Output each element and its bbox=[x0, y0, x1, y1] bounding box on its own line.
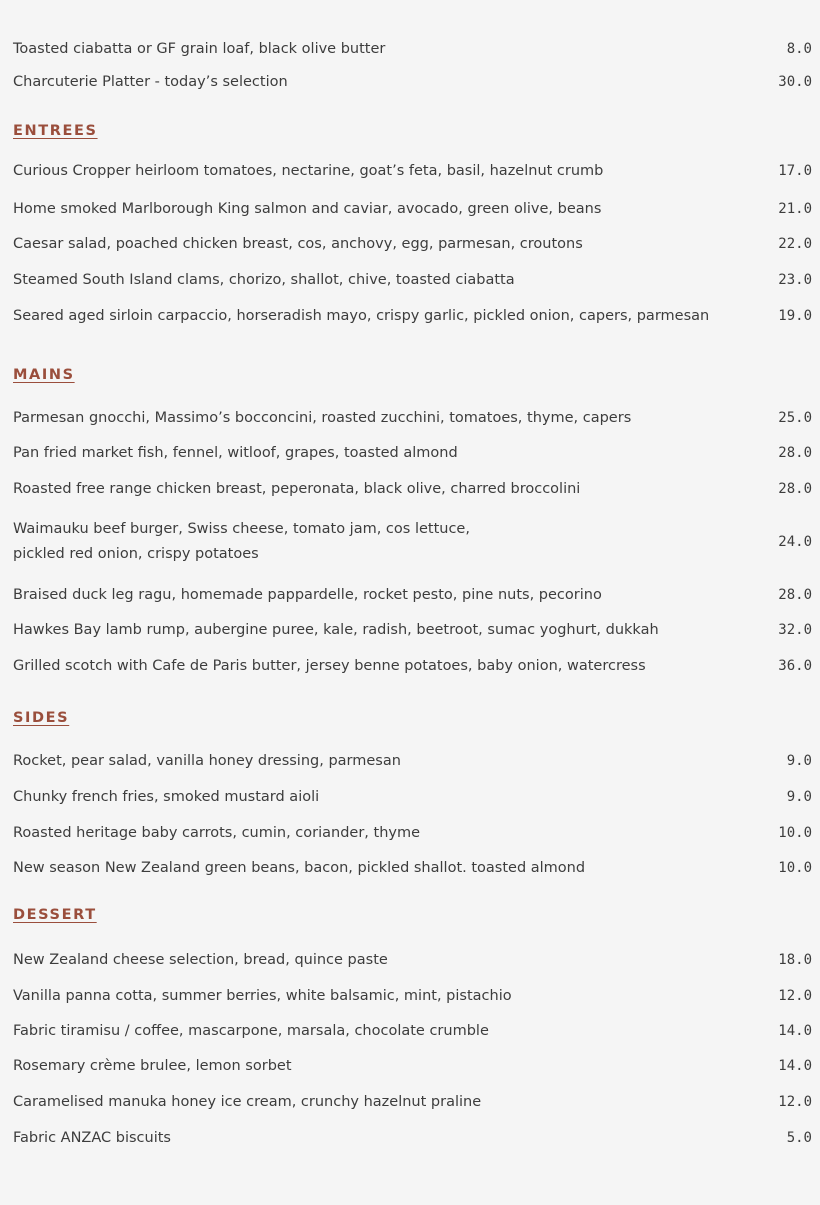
dish-price: 28.0 bbox=[778, 587, 812, 603]
dish-price: 9.0 bbox=[786, 789, 812, 805]
dish-price: 17.0 bbox=[778, 163, 812, 179]
menu-item bbox=[0, 618, 820, 642]
menu-item bbox=[0, 583, 820, 607]
dish-name bbox=[13, 517, 470, 567]
dish-name-line: Waimauku beef burger, Swiss cheese, tomato jam, cos lettuce, bbox=[13, 521, 470, 537]
dish-name: Roasted free range chicken breast, peperonata, black olive, charred broccolini bbox=[13, 481, 581, 497]
dish-price: 14.0 bbox=[778, 1023, 812, 1039]
dish-name: Steamed South Island clams, chorizo, shallot, chive, toasted ciabatta bbox=[13, 272, 515, 288]
dish-name: Chunky french fries, smoked mustard aioli bbox=[13, 789, 320, 805]
dish-price: 10.0 bbox=[778, 860, 812, 876]
dish-name: Fabric ANZAC biscuits bbox=[13, 1130, 171, 1146]
section-heading-mains: MAINS bbox=[13, 367, 75, 383]
dish-price: 23.0 bbox=[778, 272, 812, 288]
menu-item bbox=[0, 785, 820, 809]
dish-name: Fabric tiramisu / coffee, mascarpone, marsala, chocolate crumble bbox=[13, 1023, 489, 1039]
dish-price: 21.0 bbox=[778, 201, 812, 217]
dish-price: 24.0 bbox=[778, 534, 812, 550]
dish-price: 28.0 bbox=[778, 445, 812, 461]
dish-name: Curious Cropper heirloom tomatoes, nectarine, goat’s feta, basil, hazelnut crumb bbox=[13, 163, 604, 179]
dish-price: 22.0 bbox=[778, 236, 812, 252]
dish-name: Charcuterie Platter - today’s selection bbox=[13, 74, 288, 90]
menu-item bbox=[0, 70, 820, 94]
menu-item bbox=[0, 749, 820, 773]
dish-name: Grilled scotch with Cafe de Paris butter, jersey benne potatoes, baby onion, watercress bbox=[13, 658, 646, 674]
dish-name: Parmesan gnocchi, Massimo’s bocconcini, roasted zucchini, tomatoes, thyme, capers bbox=[13, 410, 632, 426]
dish-price: 36.0 bbox=[778, 658, 812, 674]
menu-item bbox=[0, 984, 820, 1008]
menu-item bbox=[0, 232, 820, 256]
dish-price: 14.0 bbox=[778, 1058, 812, 1074]
dish-name: Seared aged sirloin carpaccio, horseradish mayo, crispy garlic, pickled onion, capers, parmesan bbox=[13, 308, 710, 324]
dish-name: Caesar salad, poached chicken breast, cos, anchovy, egg, parmesan, croutons bbox=[13, 236, 583, 252]
menu-item bbox=[0, 406, 820, 430]
dish-price: 12.0 bbox=[778, 988, 812, 1004]
menu-item bbox=[0, 1126, 820, 1150]
dish-name: Vanilla panna cotta, summer berries, white balsamic, mint, pistachio bbox=[13, 988, 512, 1004]
dish-name: Pan fried market fish, fennel, witloof, grapes, toasted almond bbox=[13, 445, 458, 461]
menu-item bbox=[0, 654, 820, 678]
dish-name: Home smoked Marlborough King salmon and caviar, avocado, green olive, beans bbox=[13, 201, 602, 217]
menu-item bbox=[0, 1054, 820, 1078]
dish-price: 5.0 bbox=[786, 1130, 812, 1146]
dish-price: 30.0 bbox=[778, 74, 812, 90]
dish-name: New season New Zealand green beans, bacon, pickled shallot. toasted almond bbox=[13, 860, 586, 876]
dish-price: 12.0 bbox=[778, 1094, 812, 1110]
section-heading-entrees: ENTREES bbox=[13, 123, 98, 139]
section-heading-dessert: DESSERT bbox=[13, 907, 97, 923]
menu-item bbox=[0, 477, 820, 501]
menu-item bbox=[0, 159, 820, 183]
menu-item bbox=[0, 197, 820, 221]
dish-name: Roasted heritage baby carrots, cumin, coriander, thyme bbox=[13, 825, 421, 841]
dish-price: 19.0 bbox=[778, 308, 812, 324]
dish-price: 10.0 bbox=[778, 825, 812, 841]
dish-price: 25.0 bbox=[778, 410, 812, 426]
dish-price: 9.0 bbox=[786, 753, 812, 769]
menu-item bbox=[0, 1090, 820, 1114]
dish-name: New Zealand cheese selection, bread, quince paste bbox=[13, 952, 388, 968]
menu-item bbox=[0, 1019, 820, 1043]
menu-item bbox=[0, 268, 820, 292]
menu-item bbox=[0, 517, 820, 567]
menu-item bbox=[0, 441, 820, 465]
dish-price: 8.0 bbox=[786, 41, 812, 57]
menu-item bbox=[0, 948, 820, 972]
dish-name: Rosemary crème brulee, lemon sorbet bbox=[13, 1058, 292, 1074]
dish-name: Braised duck leg ragu, homemade pappardelle, rocket pesto, pine nuts, pecorino bbox=[13, 587, 602, 603]
section-heading-sides: SIDES bbox=[13, 710, 70, 726]
dish-name: Caramelised manuka honey ice cream, crunchy hazelnut praline bbox=[13, 1094, 482, 1110]
menu-item bbox=[0, 37, 820, 61]
dish-price: 28.0 bbox=[778, 481, 812, 497]
menu-item bbox=[0, 856, 820, 880]
menu-item bbox=[0, 821, 820, 845]
dish-price: 18.0 bbox=[778, 952, 812, 968]
dish-name-line: pickled red onion, crispy potatoes bbox=[13, 546, 259, 562]
menu-item bbox=[0, 304, 820, 328]
dish-name: Rocket, pear salad, vanilla honey dressing, parmesan bbox=[13, 753, 401, 769]
dish-name: Hawkes Bay lamb rump, aubergine puree, kale, radish, beetroot, sumac yoghurt, dukkah bbox=[13, 622, 659, 638]
dish-price: 32.0 bbox=[778, 622, 812, 638]
dish-name: Toasted ciabatta or GF grain loaf, black olive butter bbox=[13, 41, 386, 57]
